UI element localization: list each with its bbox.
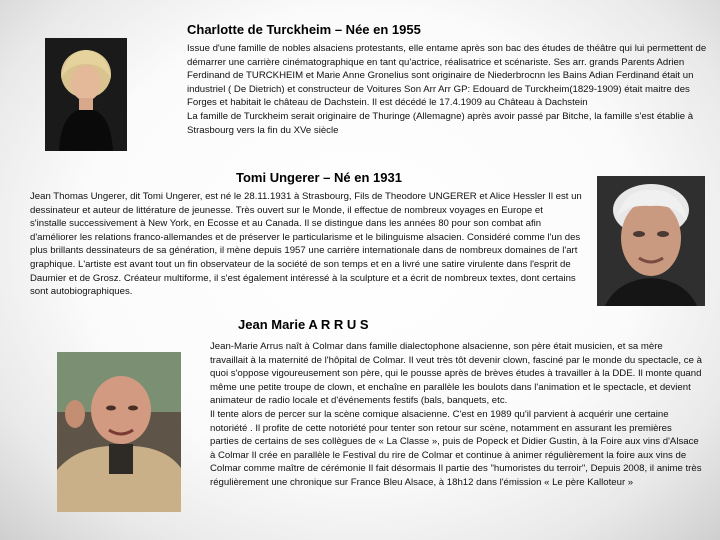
paragraph: Issue d'une famille de nobles alsaciens protestants, elle entame après son bac des études de théâtre qui lui permettent de démarrer une carrière cinématographique en tant qu'actrice, réalisatrice et scénariste. Ses arr. grands Parents Adrien Ferdinand de TURCKHEIM et Marie Anne Gronelius sont originaire de Niederbrocnn les Bains Adian Ferdinand était un industriel ( De Dietrich) et constructeur de Voitures Son Arr Arr GP: Edouard de Turckheim(1829-1909) était maitre des Forges et habitait le château de Dachstein. Il est décédé le 17.4.1909 au Château à Dachstein: [187, 43, 707, 109]
section-title-charlotte: Charlotte de Turckheim – Née en 1955: [187, 22, 421, 37]
section-title-tomi-ungerer: Tomi Ungerer – Né en 1931: [236, 170, 402, 185]
section-text-charlotte: [187, 42, 707, 137]
section-title-jean-marie-arrus: Jean Marie A R R U S: [238, 317, 369, 332]
paragraph: La famille de Turckheim serait originaire de Thuringe (Allemagne) après avoir passé par Bitche, la famille s'est établie à Strasbourg vers la fin du XVe siècle: [187, 110, 694, 136]
photo-tomi-ungerer: [597, 176, 705, 306]
photo-jean-marie-arrus: [57, 352, 181, 512]
paragraph: Jean Thomas Ungerer, dit Tomi Ungerer, est né le 28.11.1931 à Strasbourg, Fils de Theodore UNGERER et Alice Hessler Il est un dessinateur et auteur de littérature de jeunesse. Très ouvert sur le Monde, il effectue de nombreux voyages en Europe et s'installe successivement à New York, en Ecosse et au Canada. Il se distingue dans les années 80 pour son combat afin d'améliorer les relations franco-allemandes et de préserver le particularisme et le bilinguisme alsacien. Considéré comme l'un des plus brillants dessinateurs de sa génération, il mène depuis 1957 une carrière internationale dans de nombreux domaines de l'art graphique. L'artiste est avant tout un fin observateur de la société de son temps et en a livré une satire virulente dans l'esprit de Daumier et de Grosz. Créateur multiforme, il s'est également intéressé à la sculpture et a écrit de nombreux textes, dont certains sont autobiographiques.: [30, 191, 582, 298]
paragraph: Il tente alors de percer sur la scène comique alsacienne. C'est en 1989 qu'il parvient à acquérir une certaine notoriété . Il profite de cette notoriété pour tenter son retour sur scène, notamment en assurant les premières parties de certains de ses collègues de « La Classe », puis de Popeck et Didier Gustin, à la Foire aux vins d'Alsace à Colmar Il crée en parallèle le Festival du rire de Colmar et continue à animer régulièrement la foire aux vins de Colmar comme maître de cérémonie Il fait désormais Il partie des "humoristes du terroir", Depuis 2008, il anime très régulièrement une chronique sur France Bleu Alsace, à 18h12 dans l'émission « Le père Kalloteur »: [210, 408, 702, 488]
section-text-tomi-ungerer: [30, 190, 582, 299]
photo-charlotte-de-turckheim: [45, 38, 127, 151]
section-text-jean-marie-arrus: [210, 340, 702, 490]
paragraph: Jean-Marie Arrus naît à Colmar dans famille dialectophone alsacienne, son père était musicien, et sa mère travaillait à la maternité de l'hôpital de Colmar. Il veut très tôt devenir clown, fasciné par le monde du spectacle, ce à quoi s'oppose vigoureusement son père, qui le pousse après de brèves études à travailler à la DDE. Il monte quand même une petite troupe de clown, et enchaîne en parallèle les boulots dans l'animation et le spectacle, et devient animateur de radio locale et d'événements festifs (bals, banquets, etc.: [210, 341, 702, 407]
